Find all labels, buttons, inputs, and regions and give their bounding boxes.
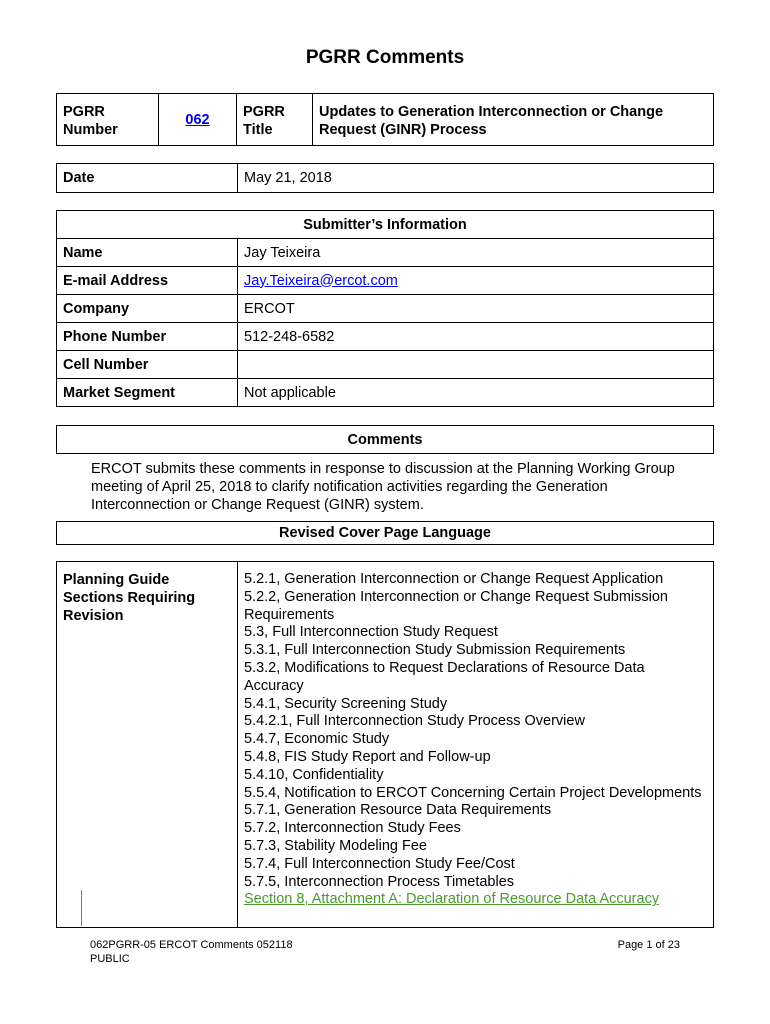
section-item: 5.7.3, Stability Modeling Fee (244, 837, 427, 854)
submitter-table (56, 210, 714, 407)
email-label: E-mail Address (57, 267, 238, 295)
pgrr-title-label: PGRR Title (237, 94, 313, 146)
revision-bar (81, 890, 82, 926)
pgrr-number-link[interactable]: 062 (185, 111, 210, 128)
sections-list (238, 562, 714, 928)
section-item: 5.3.1, Full Interconnection Study Submission Requirements (244, 642, 626, 659)
section-item: 5.4.10, Confidentiality (244, 766, 384, 783)
footer-left (90, 938, 293, 966)
sections-table (56, 561, 714, 928)
pgrr-number-label: PGRR Number (57, 94, 159, 146)
pgrr-title-value: Updates to Generation Interconnection or Change Request (GINR) Process (313, 94, 714, 146)
section-item: 5.7.1, Generation Resource Data Requirements (244, 802, 552, 819)
section-item: 5.7.5, Interconnection Process Timetables (244, 873, 515, 890)
company-value: ERCOT (238, 295, 714, 323)
revised-heading-table (56, 521, 714, 545)
section-item: 5.7.4, Full Interconnection Study Fee/Cost (244, 855, 515, 872)
date-table (56, 163, 714, 193)
footer-classification: PUBLIC (90, 953, 130, 965)
comments-body: ERCOT submits these comments in response to discussion at the Planning Working Group meeting of April 25, 2018 to clarify notification activities regarding the Generation Interconnection or Change Request (GINR) system. (91, 461, 675, 513)
section-item: 5.3.2, Modifications to Request Declarations of Resource Data Accuracy (244, 659, 645, 694)
phone-label: Phone Number (57, 323, 238, 351)
market-segment-label: Market Segment (57, 379, 238, 407)
pgrr-header-table (56, 93, 714, 146)
sections-label: Planning Guide Sections Requiring Revision (57, 562, 238, 928)
section-item: 5.3, Full Interconnection Study Request (244, 624, 498, 641)
section-item: 5.4.7, Economic Study (244, 731, 390, 748)
section-item: 5.5.4, Notification to ERCOT Concerning Certain Project Developments (244, 784, 702, 801)
company-label: Company (57, 295, 238, 323)
section-item: 5.2.2, Generation Interconnection or Change Request Submission Requirements (244, 588, 668, 623)
phone-value: 512-248-6582 (238, 323, 714, 351)
name-value: Jay Teixeira (238, 239, 714, 267)
footer-doc-id: 062PGRR-05 ERCOT Comments 052118 (90, 939, 293, 951)
section-item: 5.4.2.1, Full Interconnection Study Process Overview (244, 713, 585, 730)
submitter-heading: Submitter’s Information (57, 211, 714, 239)
comments-heading-table (56, 425, 714, 454)
comments-heading: Comments (57, 426, 714, 454)
section-item: 5.4.8, FIS Study Report and Follow-up (244, 748, 491, 765)
added-section-item: Section 8, Attachment A: Declaration of Resource Data Accuracy (244, 891, 660, 908)
revised-cover-heading: Revised Cover Page Language (57, 522, 714, 545)
section-item: 5.4.1, Security Screening Study (244, 695, 448, 712)
footer-page-number: Page 1 of 23 (617, 939, 680, 951)
market-segment-value: Not applicable (238, 379, 714, 407)
section-item: 5.2.1, Generation Interconnection or Change Request Application (244, 571, 664, 587)
cell-value (238, 351, 714, 379)
date-value: May 21, 2018 (238, 164, 714, 193)
cell-label: Cell Number (57, 351, 238, 379)
page-title: PGRR Comments (305, 47, 465, 68)
name-label: Name (57, 239, 238, 267)
email-link[interactable]: Jay.Teixeira@ercot.com (244, 272, 398, 289)
section-item: 5.7.2, Interconnection Study Fees (244, 820, 461, 837)
date-label: Date (57, 164, 238, 193)
